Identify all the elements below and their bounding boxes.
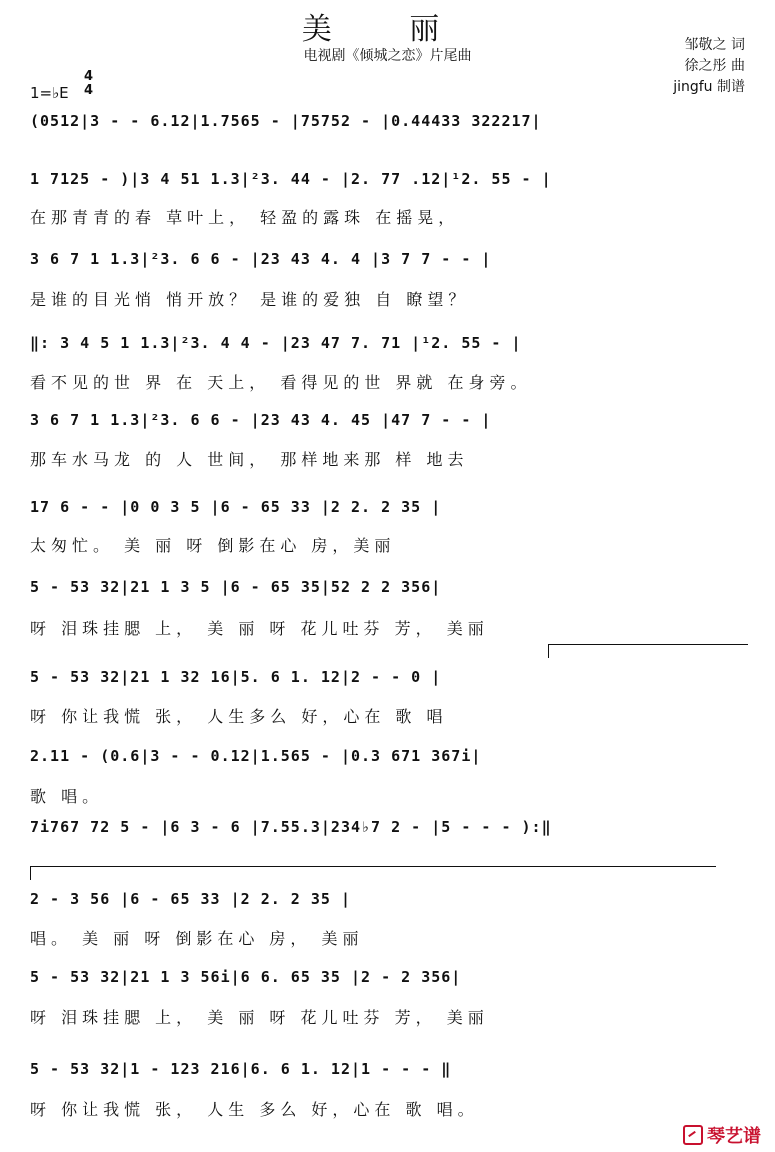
notation-row-2: 1 7125 - )|3 4 51 1.3|²3. 44 - |2. 77 .12|¹2. 55 - |: [30, 170, 552, 188]
lyric-row-12: 呀 泪珠挂腮 上， 美 丽 呀 花儿吐芬 芳， 美丽: [30, 1008, 489, 1027]
notation-row-6: 17 6 - - |0 0 3 5 |6 - 65 33 |2 2. 2 35 |: [30, 498, 442, 516]
song-subtitle: 电视剧《倾城之恋》片尾曲: [303, 48, 472, 64]
watermark-text: 琴艺谱: [707, 1126, 761, 1147]
notation-row-9: 2.11 - (0.6|3 - - 0.12|1.565 - |0.3 671 367i|: [30, 747, 482, 765]
lyric-row-8: 呀 你让我慌 张， 人生多么 好，心在 歌 唱: [30, 707, 448, 726]
volta-1-line: [548, 644, 748, 645]
arranger-credit: jingfu 制谱: [673, 79, 745, 95]
lyric-row-5: 那车水马龙 的 人 世间， 那样地来那 样 地去: [30, 450, 469, 469]
notation-row-5: 3 6 7 1 1.3|²3. 6 6 - |23 43 4. 45 |47 7 - - |: [30, 411, 492, 429]
time-signature-top: 4: [84, 69, 94, 84]
volta-1-side: [548, 644, 549, 658]
lyric-row-4: 看不见的世 界 在 天上， 看得见的世 界就 在身旁。: [30, 373, 532, 392]
lyric-row-2: 在那青青的春 草叶上， 轻盈的露珠 在摇晃，: [30, 208, 460, 227]
song-title: 美 丽: [301, 12, 474, 47]
lyric-row-9: 歌 唱。: [30, 787, 104, 806]
notation-row-11: 2 - 3 56 |6 - 65 33 |2 2. 2 35 |: [30, 890, 351, 908]
notation-row-7: 5 - 53 32|21 1 3 5 |6 - 65 35|52 2 2 356|: [30, 578, 442, 596]
lyric-row-6: 太匆忙。 美 丽 呀 倒影在心 房，美丽: [30, 536, 396, 555]
lyric-row-3: 是谁的目光悄 悄开放？ 是谁的爱独 自 瞭望？: [30, 290, 470, 309]
site-watermark: [683, 1122, 761, 1148]
time-signature-bottom: 4: [84, 83, 94, 98]
lyricist-credit: 邹敬之 词: [684, 37, 745, 53]
notation-row-10: 7i767 72 5 - |6 3 - 6 |7.55.3|234♭7 2 - |5 - - - ):‖: [30, 818, 552, 836]
volta-2-line: [30, 866, 716, 867]
lyric-row-7: 呀 泪珠挂腮 上， 美 丽 呀 花儿吐芬 芳， 美丽: [30, 619, 489, 638]
notation-row-12: 5 - 53 32|21 1 3 56i|6 6. 65 35 |2 - 2 356|: [30, 968, 462, 986]
key-signature: 1=♭E: [30, 84, 69, 102]
composer-credit: 徐之彤 曲: [684, 58, 745, 74]
notation-row-13: 5 - 53 32|1 - 123 216|6. 6 1. 12|1 - - - ‖: [30, 1060, 452, 1078]
lyric-row-13: 呀 你让我慌 张， 人生 多么 好，心在 歌 唱。: [30, 1100, 479, 1119]
notation-row-4: ‖: 3 4 5 1 1.3|²3. 4 4 - |23 47 7. 71 |¹2. 55 - |: [30, 334, 522, 352]
notation-row-8: 5 - 53 32|21 1 32 16|5. 6 1. 12|2 - - 0 |: [30, 668, 442, 686]
time-signature: [84, 70, 93, 98]
logo-icon: [683, 1125, 703, 1145]
volta-2-side: [30, 866, 31, 880]
lyric-row-11: 唱。 美 丽 呀 倒影在心 房， 美丽: [30, 929, 364, 948]
notation-row-1: (0512|3 - - 6.12|1.7565 - |75752 - |0.44433 322217|: [30, 112, 542, 130]
notation-row-3: 3 6 7 1 1.3|²3. 6 6 - |23 43 4. 4 |3 7 7 - - |: [30, 250, 492, 268]
